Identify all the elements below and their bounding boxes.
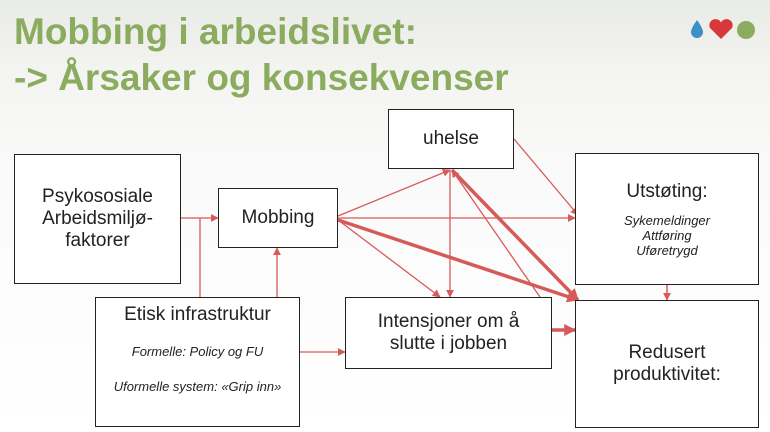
box-utstoting <box>575 153 759 285</box>
box-intensjoner <box>345 297 552 369</box>
arrow-mobbing-intensjoner <box>338 220 440 297</box>
utstoting-item-2: Attføring <box>642 227 692 243</box>
redusert-line-1: Redusert <box>628 342 706 363</box>
etisk-formelle: Formelle: Policy og FU <box>131 344 264 359</box>
utstoting-label: Utstøting: <box>626 180 708 202</box>
arrow-mobbing-redusert <box>338 220 578 300</box>
arrow-intensjoner-uhelse <box>452 170 540 297</box>
etisk-label: Etisk infrastruktur <box>124 304 271 325</box>
box-uhelse <box>388 109 514 169</box>
psykososiale-line-1: Psykososiale <box>42 186 153 207</box>
utstoting-item-1: Sykemeldinger <box>624 212 710 228</box>
box-psykososiale <box>14 154 181 284</box>
utstoting-item-3: Uføretrygd <box>636 242 698 258</box>
title-line-1: Mobbing i arbeidslivet: <box>14 11 417 52</box>
mobbing-label: Mobbing <box>241 207 315 228</box>
uhelse-label: uhelse <box>423 128 479 149</box>
intensjoner-line-1: Intensjoner om å <box>377 311 520 332</box>
box-mobbing <box>218 188 338 248</box>
box-redusert <box>575 300 759 428</box>
title-line-2: -> Årsaker og konsekvenser <box>14 57 509 98</box>
arrow-mobbing-uhelse <box>338 170 450 216</box>
box-etisk-infrastruktur <box>95 297 300 427</box>
arrow-uhelse-utstoting <box>514 139 578 215</box>
psykososiale-line-2: Arbeidsmiljø- <box>42 208 153 229</box>
redusert-line-2: produktivitet: <box>613 364 721 385</box>
psykososiale-line-3: faktorer <box>65 230 130 251</box>
etisk-uformelle: Uformelle system: «Grip inn» <box>113 379 282 394</box>
intensjoner-line-2: slutte i jobben <box>389 333 508 354</box>
